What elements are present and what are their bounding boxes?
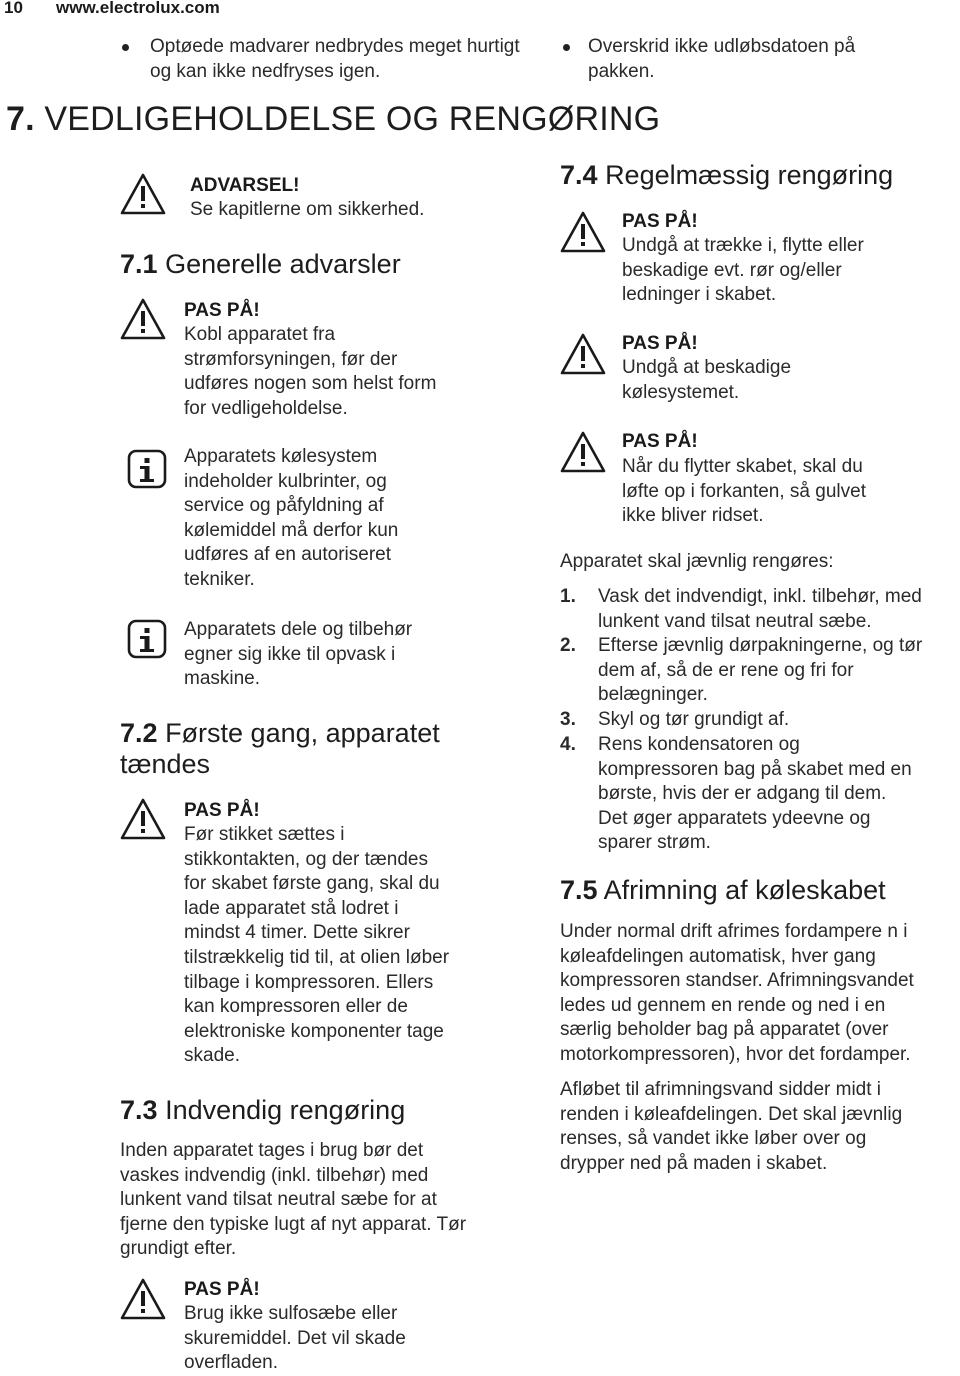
info-icon — [127, 619, 167, 659]
caution-line: Brug ikke sulfosæbe eller — [184, 1303, 398, 1324]
subsection-number: 7.4 — [560, 160, 598, 190]
intro-text: Apparatet skal jævnlig rengøres: — [560, 551, 834, 572]
step-number: 4. — [560, 734, 576, 755]
bullet-dot — [122, 44, 129, 51]
step-line: Efterse jævnlig dørpakningerne, og tør — [598, 635, 923, 656]
warning-triangle-icon — [120, 797, 166, 841]
subsection-title-7-2 — [120, 718, 500, 780]
step-line: belægninger. — [598, 684, 708, 706]
subsection-title-7-5 — [560, 875, 886, 906]
warning-triangle-icon — [560, 332, 606, 376]
caution-line: strømforsyningen, før der — [184, 348, 398, 370]
caution-line: kølesystemet. — [622, 381, 740, 403]
warning-triangle-icon — [120, 297, 166, 341]
caution-line: løfte op i forkanten, så gulvet — [622, 480, 866, 502]
section-title-text: VEDLIGEHOLDELSE OG RENGØRING — [44, 100, 661, 138]
info-line: service og påfyldning af — [184, 495, 384, 517]
subsection-number: 7.1 — [120, 249, 158, 279]
caution-label: PAS PÅ! — [622, 431, 698, 452]
caution-line: lade apparatet stå lodret i — [184, 897, 399, 919]
warning-triangle-icon — [560, 430, 606, 474]
step-number: 1. — [560, 586, 576, 607]
step-text — [598, 634, 922, 708]
caution-line: Når du flytter skabet, skal du — [622, 456, 863, 477]
caution-line: mindst 4 timer. Dette sikrer — [184, 922, 410, 944]
caution-line: udføres nogen som helst form — [184, 373, 437, 395]
subsection-number: 7.3 — [120, 1095, 158, 1125]
step-line: lunkent vand tilsat neutral sæbe. — [598, 610, 872, 632]
info-note — [184, 445, 524, 593]
caution-line: Undgå at trække i, flytte eller — [622, 235, 864, 256]
body-paragraph — [560, 920, 960, 1068]
caution-line: overfladen. — [184, 1352, 279, 1374]
subsection-title-text: Første gang, apparatet — [165, 718, 440, 748]
step-text — [598, 585, 922, 634]
caution-text — [184, 323, 524, 421]
caution-line: tilbage i kompressoren. Ellers — [184, 971, 434, 993]
section-number: 7. — [6, 100, 35, 138]
body-line: renses, så vandet ikke løber over og — [560, 1128, 867, 1150]
body-paragraph — [120, 1139, 540, 1262]
subsection-title-7-1 — [120, 249, 401, 280]
body-line: lunkent vand tilsat neutral sæbe for at — [120, 1189, 437, 1211]
website-url: www.electrolux.com — [56, 0, 220, 17]
subsection-title-text: Indvendig rengøring — [165, 1095, 406, 1125]
subsection-title-7-3 — [120, 1095, 405, 1126]
info-line: egner sig ikke til opvask i — [184, 643, 396, 665]
caution-label: PAS PÅ! — [184, 300, 260, 321]
step-line: Rens kondensatoren og — [598, 734, 800, 755]
step-line: sparer strøm. — [598, 832, 711, 854]
info-line: tekniker. — [184, 568, 255, 590]
caution-line: elektroniske komponenter tage — [184, 1020, 444, 1042]
info-line: Apparatets dele og tilbehør — [184, 619, 413, 640]
body-line: ledes ud gennem en rende og ned i en — [560, 994, 886, 1016]
bullet-dot — [563, 44, 570, 51]
bullet-text: Overskrid ikke udløbsdatoen på pakken. — [588, 36, 856, 82]
caution-line: Undgå at beskadige — [622, 357, 792, 378]
info-line: indeholder kulbrinter, og — [184, 470, 387, 492]
body-paragraph — [560, 1078, 960, 1176]
step-line: børste, hvis der er adgang til dem. — [598, 783, 887, 805]
caution-line: skuremiddel. Det vil skade — [184, 1327, 406, 1349]
info-line: kølemiddel må derfor kun — [184, 519, 399, 541]
caution-text — [622, 455, 942, 529]
body-line: Inden apparatet tages i brug bør det — [120, 1140, 424, 1161]
cleaning-steps-list — [560, 585, 960, 865]
step-text — [598, 708, 789, 733]
body-line: særlig beholder bag på apparatet (over — [560, 1019, 889, 1041]
caution-label: PAS PÅ! — [622, 333, 698, 354]
step-text — [598, 733, 912, 856]
caution-text — [184, 823, 544, 1069]
caution-line: skade. — [184, 1045, 240, 1067]
caution-line: Kobl apparatet fra — [184, 324, 336, 345]
caution-line: Før stikket sættes i — [184, 824, 345, 845]
info-icon — [127, 449, 167, 489]
caution-line: kan kompressoren eller de — [184, 996, 408, 1018]
caution-text — [622, 234, 942, 308]
caution-line: ledninger i skabet. — [622, 284, 777, 306]
warning-label: ADVARSEL! — [190, 175, 300, 196]
step-line: dem af, så de er rene og fri for — [598, 659, 854, 681]
warning-text: Se kapitlerne om sikkerhed. — [190, 199, 425, 220]
caution-text — [622, 356, 942, 405]
page-number: 10 — [4, 0, 23, 17]
subsection-title-text: Regelmæssig rengøring — [605, 160, 894, 190]
step-line: Det øger apparatets ydeevne og — [598, 807, 871, 829]
subsection-title-text: Generelle advarsler — [165, 249, 401, 279]
caution-line: tilstrækkelig tid til, at olien løber — [184, 946, 450, 968]
caution-label: PAS PÅ! — [184, 800, 260, 821]
body-line: Under normal drift afrimes fordampere n i — [560, 921, 908, 942]
body-line: drypper ned på maden i skabet. — [560, 1152, 828, 1174]
body-line: vaskes indvendig (inkl. tilbehør) med — [120, 1164, 429, 1186]
step-number: 2. — [560, 635, 576, 656]
bullet-text: Optøede madvarer nedbrydes meget hurtigt og kan ikke nedfryses igen. — [150, 36, 520, 82]
subsection-title-text: tændes — [120, 749, 211, 779]
caution-label: PAS PÅ! — [622, 211, 698, 232]
caution-line: for vedligeholdelse. — [184, 397, 348, 419]
caution-line: beskadige evt. rør og/eller — [622, 259, 842, 281]
step-number: 3. — [560, 709, 576, 730]
caution-label: PAS PÅ! — [184, 1279, 260, 1300]
body-line: fjerne den typiske lugt af nyt apparat. Tør — [120, 1213, 467, 1235]
warning-triangle-icon — [560, 210, 606, 254]
caution-line: stikkontakten, og der tændes — [184, 848, 428, 870]
info-note — [184, 618, 524, 692]
info-line: maskine. — [184, 668, 261, 690]
warning-triangle-icon — [120, 172, 166, 216]
caution-line: ikke bliver ridset. — [622, 505, 764, 527]
body-line: Afløbet til afrimningsvand sidder midt i — [560, 1079, 882, 1100]
body-line: grundigt efter. — [120, 1238, 237, 1260]
section-title — [6, 100, 660, 139]
warning-triangle-icon — [120, 1277, 166, 1321]
step-line: Vask det indvendigt, inkl. tilbehør, med — [598, 586, 922, 607]
body-line: kompressoren standser. Afrimningsvandet — [560, 970, 914, 992]
caution-text — [184, 1302, 524, 1376]
step-line: kompressoren bag på skabet med en — [598, 758, 912, 780]
info-line: udføres af en autoriseret — [184, 544, 391, 566]
body-line: køleafdelingen automatisk, hver gang — [560, 945, 876, 967]
body-line: renden i køleafdelingen. Det skal jævnlig — [560, 1103, 903, 1125]
caution-line: for skabet første gang, skal du — [184, 873, 440, 895]
subsection-number: 7.5 — [560, 875, 598, 905]
info-line: Apparatets kølesystem — [184, 446, 378, 467]
step-line: Skyl og tør grundigt af. — [598, 709, 790, 730]
subsection-title-text: Afrimning af køleskabet — [603, 875, 886, 905]
subsection-number: 7.2 — [120, 718, 158, 748]
body-line: motorkompressoren), hvor det fordamper. — [560, 1043, 911, 1065]
subsection-title-7-4 — [560, 160, 893, 191]
